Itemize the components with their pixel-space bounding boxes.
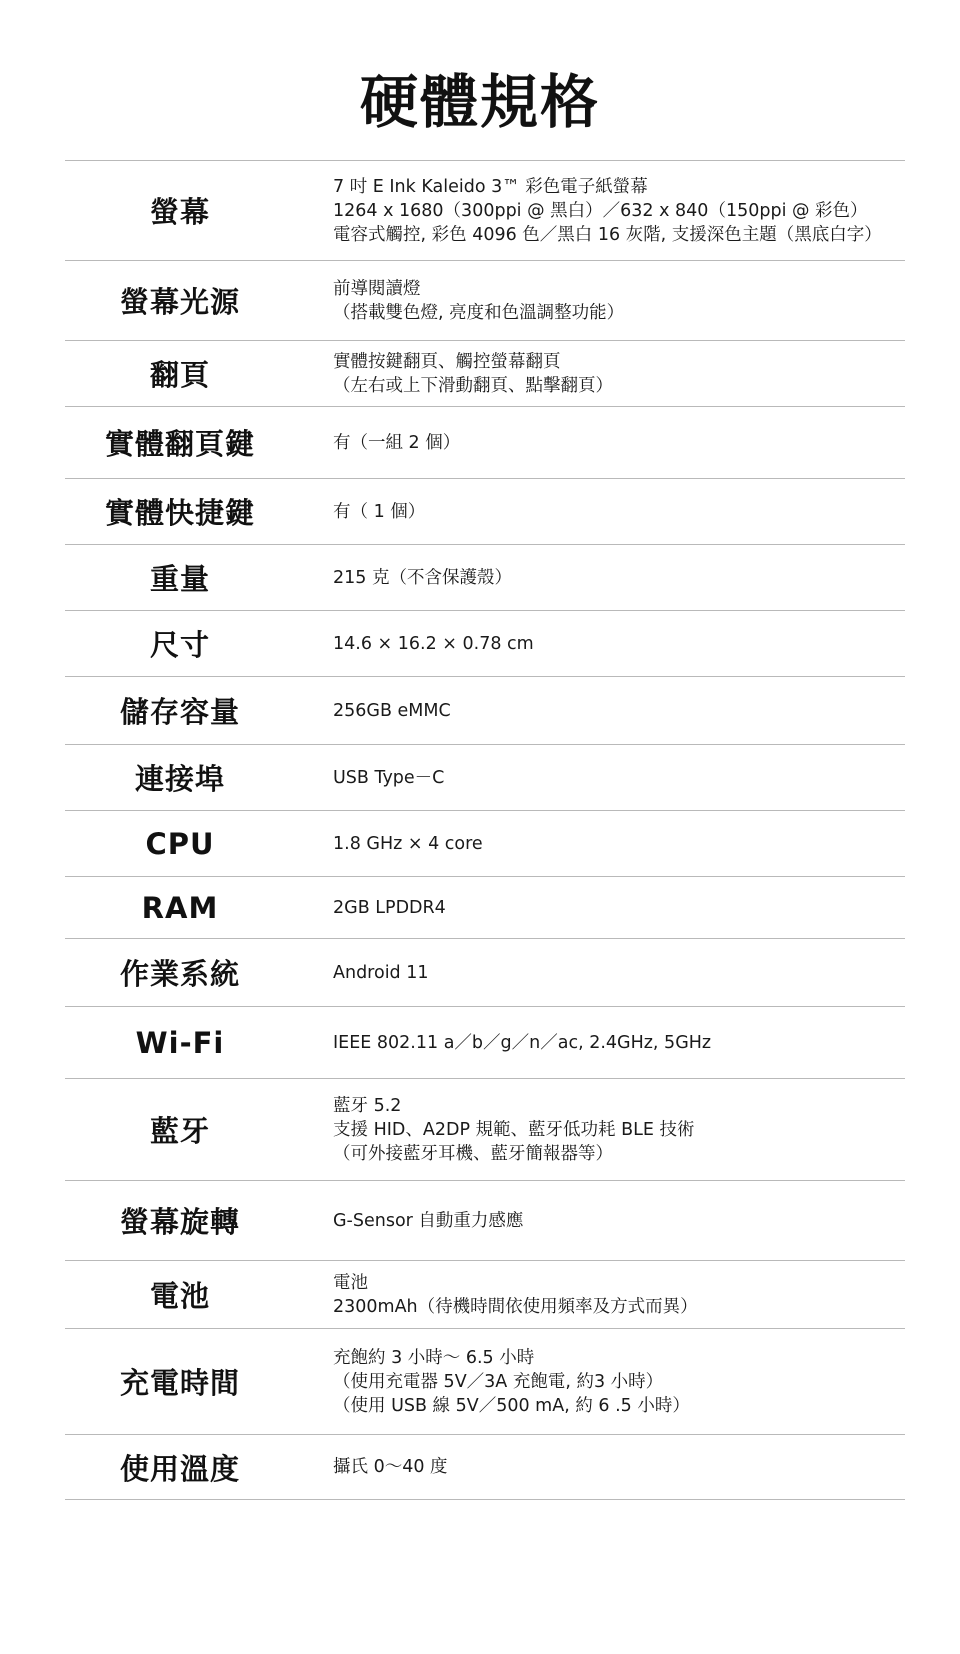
spec-value-line: 支援 HID、A2DP 規範、藍牙低功耗 BLE 技術 (333, 1119, 695, 1140)
spec-value-line: 1.8 GHz × 4 core (333, 833, 483, 854)
spec-label: Wi-Fi (135, 1025, 225, 1060)
spec-label: RAM (141, 890, 219, 925)
spec-row (65, 544, 905, 610)
spec-value-line: IEEE 802.11 a／b／g／n／ac, 2.4GHz, 5GHz (333, 1032, 712, 1053)
spec-value-line: 14.6 × 16.2 × 0.78 cm (333, 633, 534, 654)
spec-row (65, 406, 905, 478)
spec-value (333, 479, 903, 544)
spec-row (65, 744, 905, 810)
spec-row (65, 1260, 905, 1328)
spec-value-line: G-Sensor 自動重力感應 (333, 1210, 524, 1231)
spec-value (333, 677, 903, 744)
spec-value (333, 341, 903, 406)
spec-label: 使用溫度 (119, 1451, 240, 1486)
spec-value-line: 2GB LPDDR4 (333, 897, 446, 918)
spec-value-line: （使用充電器 5V／3A 充飽電, 約3 小時） (333, 1371, 664, 1392)
spec-label: 翻頁 (149, 358, 210, 392)
spec-value (333, 1079, 903, 1180)
spec-value (333, 811, 903, 876)
spec-label: 螢幕旋轉 (119, 1205, 240, 1239)
spec-value-line: （可外接藍牙耳機、藍牙簡報器等） (333, 1143, 613, 1164)
spec-row (65, 1006, 905, 1078)
spec-value (333, 1007, 903, 1078)
spec-label: 螢幕 (149, 195, 210, 229)
spec-value (333, 1329, 903, 1434)
spec-value-line: 前導閱讀燈 (333, 278, 421, 299)
spec-value-line: 實體按鍵翻頁、觸控螢幕翻頁 (333, 351, 561, 372)
spec-value-line: 有（一組 2 個） (333, 432, 461, 453)
spec-value-line: 7 吋 E Ink Kaleido 3™ 彩色電子紙螢幕 (333, 176, 648, 197)
spec-label: 電池 (149, 1279, 210, 1313)
spec-row (65, 810, 905, 876)
spec-row (65, 938, 905, 1006)
spec-value-line: （左右或上下滑動翻頁、點擊翻頁） (333, 375, 613, 396)
spec-value-line: （搭載雙色燈, 亮度和色溫調整功能） (333, 302, 625, 323)
spec-value-line: 2300mAh（待機時間依使用頻率及方式而異） (333, 1296, 698, 1317)
spec-value (333, 877, 903, 938)
spec-label: 螢幕光源 (119, 285, 240, 319)
spec-row (65, 1078, 905, 1180)
spec-value (333, 1181, 903, 1260)
spec-value (333, 1261, 903, 1328)
spec-value-line: 電池 (333, 1272, 368, 1293)
spec-row (65, 676, 905, 744)
spec-label: 重量 (149, 562, 210, 596)
spec-value-line: 電容式觸控, 彩色 4096 色／黑白 16 灰階, 支援深色主題（黑底白字） (333, 224, 882, 245)
spec-row (65, 876, 905, 938)
spec-value-line: 充飽約 3 小時～ 6.5 小時 (333, 1347, 535, 1368)
spec-value (333, 161, 903, 260)
spec-label: 儲存容量 (119, 695, 240, 729)
spec-value-line: USB Type－C (333, 767, 445, 788)
spec-value (333, 407, 903, 478)
spec-value (333, 1435, 903, 1499)
spec-value-line: 256GB eMMC (333, 700, 451, 721)
spec-value-line: 攝氏 0～40 度 (333, 1457, 448, 1477)
spec-label: 尺寸 (149, 628, 210, 662)
spec-label: 藍牙 (149, 1114, 210, 1148)
spec-value (333, 939, 903, 1006)
spec-value-line: 215 克（不含保護殼） (333, 567, 512, 588)
spec-row (65, 478, 905, 544)
page-title: 硬體規格 (359, 68, 600, 136)
spec-row (65, 1328, 905, 1434)
spec-value (333, 745, 903, 810)
spec-value (333, 261, 903, 340)
spec-label: 連接埠 (134, 762, 225, 796)
spec-label: 實體快捷鍵 (104, 496, 255, 530)
spec-row (65, 610, 905, 676)
spec-value-line: 1264 x 1680（300ppi @ 黑白）／632 x 840（150ppi @ 彩色） (333, 200, 868, 221)
spec-value-line: 藍牙 5.2 (333, 1095, 402, 1116)
spec-value (333, 545, 903, 610)
spec-value-line: （使用 USB 線 5V／500 mA, 約 6 .5 小時） (333, 1395, 690, 1416)
spec-row (65, 160, 905, 260)
spec-value-line: Android 11 (333, 962, 429, 983)
spec-label: 作業系統 (119, 957, 240, 991)
spec-row (65, 260, 905, 340)
spec-row (65, 1434, 905, 1500)
spec-label: 充電時間 (119, 1366, 240, 1400)
spec-value (333, 611, 903, 676)
spec-row (65, 340, 905, 406)
spec-label: CPU (145, 826, 215, 861)
spec-row (65, 1180, 905, 1260)
spec-value-line: 有（ 1 個） (333, 501, 426, 522)
spec-label: 實體翻頁鍵 (104, 427, 255, 461)
